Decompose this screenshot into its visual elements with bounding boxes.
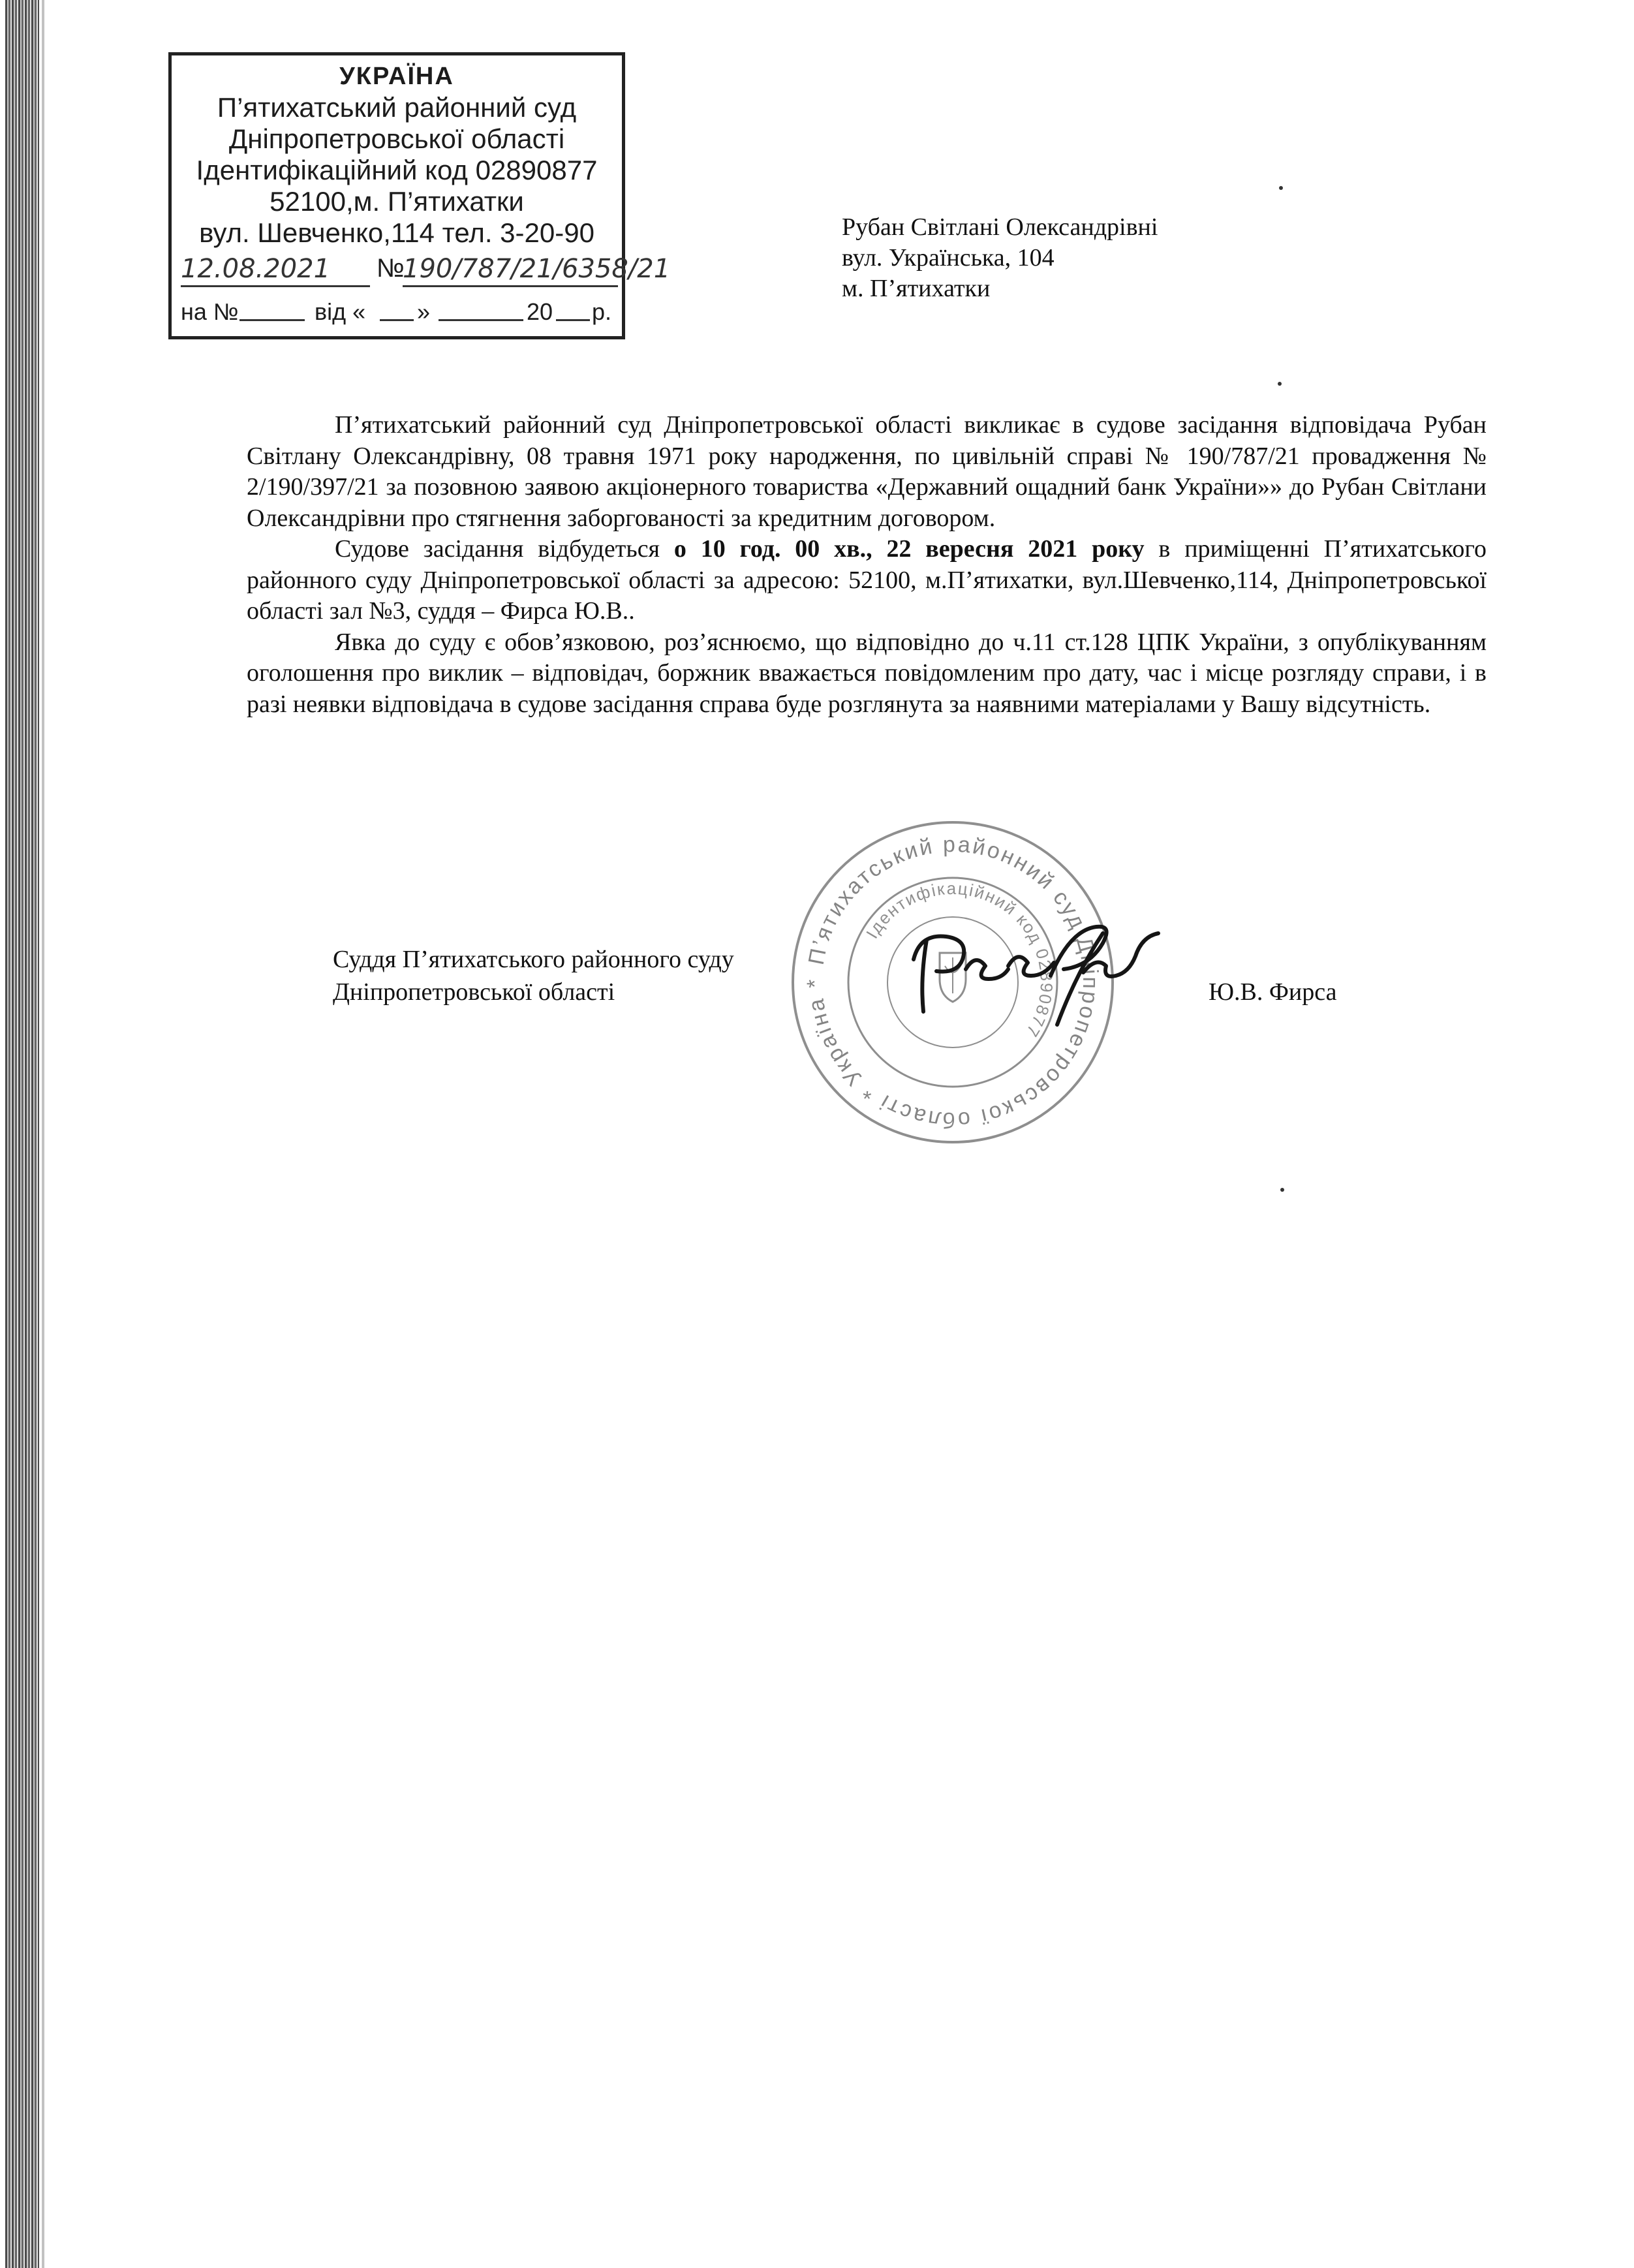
hearing-text-start: Судове засідання відбудеться <box>335 535 674 563</box>
stamp-id-code: Ідентифікаційний код 02890877 <box>196 155 598 185</box>
stamp-outgoing-row <box>181 251 671 288</box>
judge-signature <box>887 914 1188 1031</box>
hearing-datetime: о 10 год. 00 хв., 22 вересня 2021 року <box>673 535 1145 563</box>
stamp-reply-prefix: на № <box>181 298 239 325</box>
stamp-reply-year: 20 <box>527 298 553 325</box>
stamp-street-phone: вул. Шевченко,114 тел. 3-20-90 <box>199 217 594 248</box>
stamp-reply-blank-4 <box>556 319 590 321</box>
scan-speck <box>1280 1188 1284 1192</box>
stamp-reply-row <box>181 297 624 330</box>
addressee-street: вул. Українська, 104 <box>842 244 1055 272</box>
addressee-city: м. П’ятихатки <box>842 275 991 302</box>
stamp-number-underline <box>403 285 618 287</box>
stamp-region: Дніпропетровської області <box>228 123 565 154</box>
paragraph-summons: П’ятихатський районний суд Дніпропетровської області викликає в судове засідання відповідача Рубан Світлану Олександрівну, 08 травня 1971 року народження, по цивільній справі № 190/787/21 провадження № 2/190/397/21 за позовною заявою акціонерного товариства «Державний ощадний банк України»» до Рубан Світлани Олександрівни про стягнення заборгованості за кредитним договором. <box>247 411 1487 532</box>
judge-title-line-1: Суддя П’ятихатського районного суду <box>333 946 734 973</box>
judge-title-block <box>333 943 734 1008</box>
stamp-outgoing-date: 12.08.2021 <box>181 254 331 284</box>
scan-binding-edge <box>5 0 39 2268</box>
stamp-reply-suffix: р. <box>592 298 612 325</box>
judge-name: Ю.В. Фирса <box>1209 978 1337 1006</box>
paragraph-hearing <box>247 534 1487 627</box>
stamp-reply-blank-2 <box>380 319 414 321</box>
stamp-reply-from: від « <box>315 298 366 325</box>
stamp-court: П’ятихатський районний суд <box>217 92 577 123</box>
judge-title-line-2: Дніпропетровської області <box>333 978 615 1006</box>
stamp-date-underline <box>181 285 370 287</box>
stamp-reply-blank-3 <box>439 319 523 321</box>
stamp-city: 52100,м. П’ятихатки <box>270 186 524 217</box>
stamp-number-sign: № <box>377 254 405 283</box>
stamp-country: УКРАЇНА <box>339 63 454 90</box>
summons-body <box>247 410 1487 720</box>
addressee-name: Рубан Світлані Олександрівні <box>842 213 1158 241</box>
hearing-text-end: в приміщенні П’ятихатського районного суду Дніпропетровської області за адресою: 52100, м.П’ятихатки, вул.Шевченко,114, Дніпропетровської області зал №3, суддя – Фирса Ю.В.. <box>247 535 1487 625</box>
seal-inner-text: Ідентифікаційний код 02890877 <box>861 878 1057 1042</box>
scan-speck <box>1278 382 1282 386</box>
scan-binding-line <box>42 0 44 2268</box>
scan-speck <box>1279 186 1283 190</box>
paragraph-attendance: Явка до суду є обов’язковою, роз’яснюємо, що відповідно до ч.11 ст.128 ЦПК України, з опублікуванням оголошення про виклик – відповідач, боржник вважається повідомленим про дату, час і місце розгляду справи, і в разі неявки відповідача в судове засідання справа буде розглянута за наявними матеріалами у Вашу відсутність. <box>247 628 1487 718</box>
corner-stamp <box>168 52 671 339</box>
stamp-reply-close: » <box>417 298 431 325</box>
stamp-outgoing-number: 190/787/21/6358/21 <box>403 254 671 284</box>
addressee-block <box>842 212 1158 304</box>
stamp-reply-blank-1 <box>239 319 305 321</box>
seal-ring-text: П’ятихатський районний суд Дніпропетровської області * Україна * <box>802 831 1103 1133</box>
